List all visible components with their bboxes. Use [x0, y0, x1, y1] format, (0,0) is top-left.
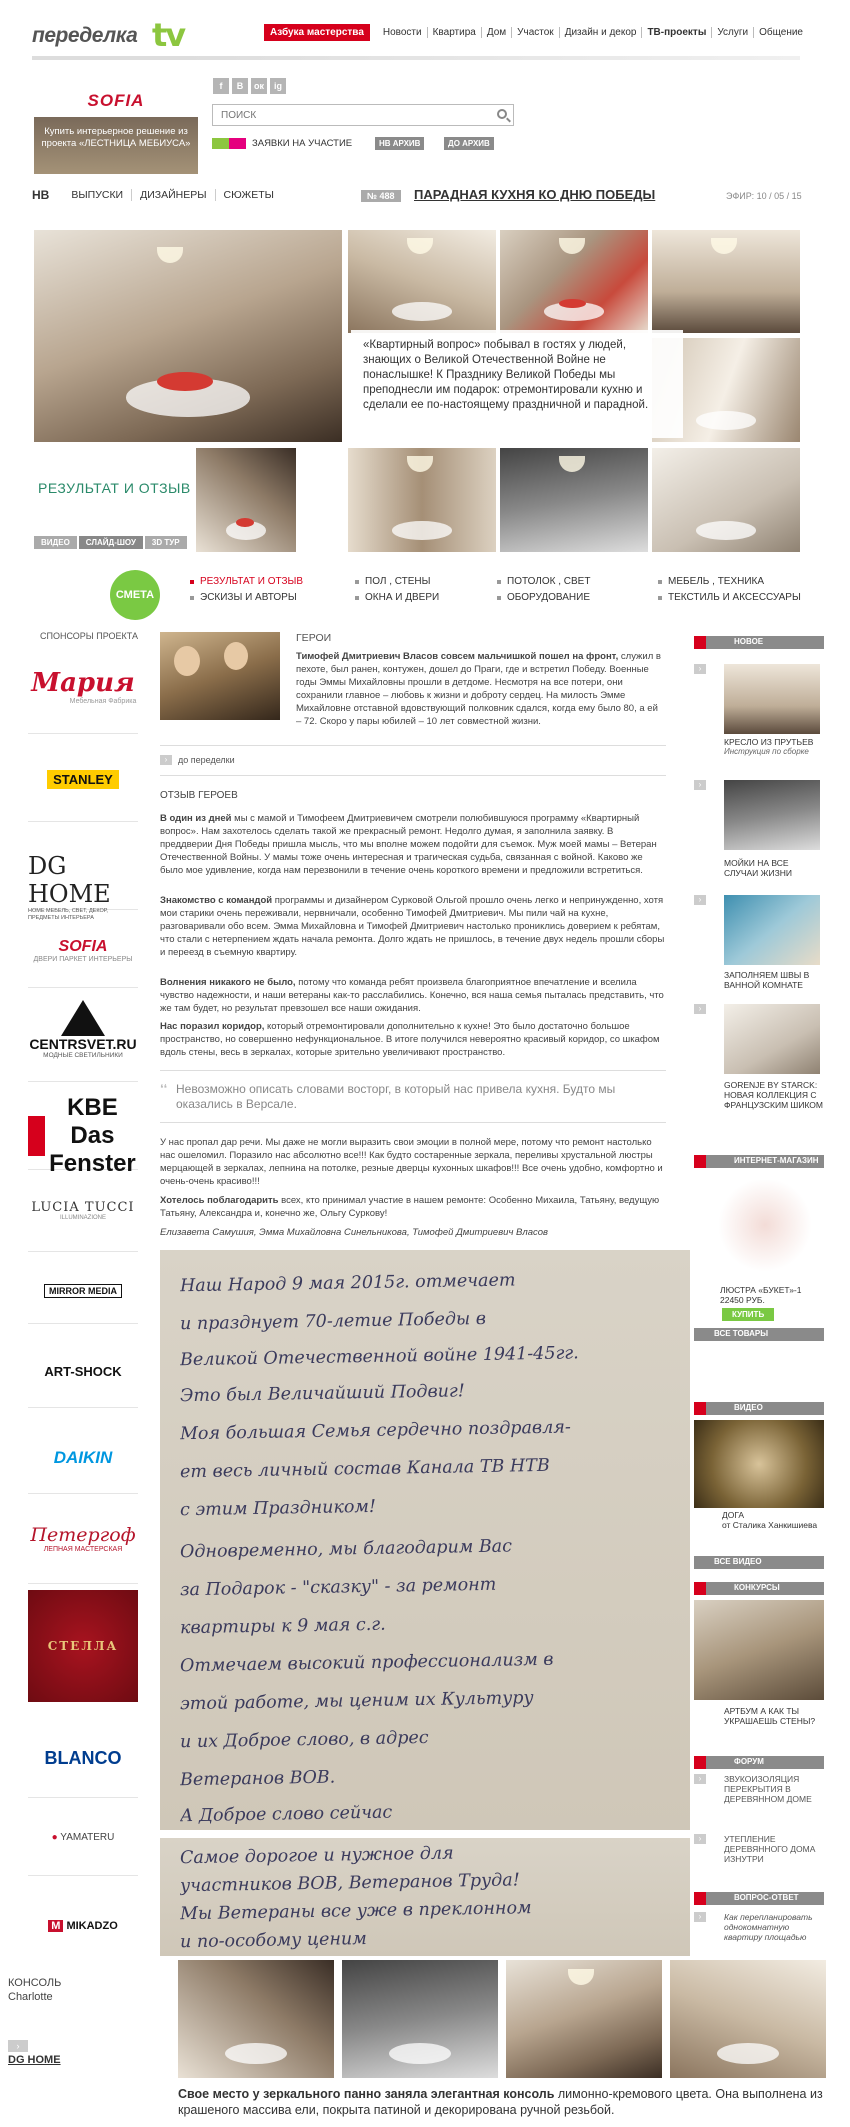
- bullet-icon: [497, 596, 501, 600]
- bullet-icon: [190, 596, 194, 600]
- sub-nav: [32, 188, 282, 202]
- arrow-right-icon[interactable]: ›: [694, 664, 706, 674]
- category-item[interactable]: ОБОРУДОВАНИЕ: [497, 592, 657, 603]
- nav-plot[interactable]: Участок: [511, 27, 559, 38]
- logo-text: переделка: [32, 24, 138, 47]
- product-description: Свое место у зеркального панно заняла элегантная консоль лимонно-кремового цвета. Она выполнена из крашеного массива ели, покрыта патиной и декорирована ручной резьбой.: [178, 2087, 823, 2117]
- review-paragraph: У нас пропал дар речи. Мы даже не могли выразить свои эмоции в полной мере, потому что ремонт настолько нас ошеломил. Поразило нас абсолютно все!!! Как будто состаренные зеркала, переливы хрустальной люстры мерцающей в зеркалах, лепнина на потолке, резные дверцы кухонных шкафов!!! Все очень удобно, комфортно и очень-очень красиво!!!: [160, 1137, 663, 1187]
- gallery-thumb[interactable]: [652, 230, 800, 333]
- do-archive-button[interactable]: ДО АРХИВ: [444, 137, 494, 150]
- forum-section-header: ФОРУМ: [694, 1756, 824, 1769]
- bullet-icon: [355, 596, 359, 600]
- sponsor-stella[interactable]: СТЕЛЛА: [28, 1590, 138, 1706]
- product-photo[interactable]: [670, 1960, 826, 2078]
- nav-tv-projects[interactable]: ТВ-проекты: [641, 27, 711, 38]
- search-icon[interactable]: [497, 109, 507, 119]
- new-item[interactable]: GORENJE BY STARCK: НОВАЯ КОЛЛЕКЦИЯ С ФРАНЦУЗСКИМ ШИКОМ: [724, 1080, 823, 1110]
- qa-section-header: ВОПРОС-ОТВЕТ: [694, 1892, 824, 1905]
- bullet-icon: [355, 580, 359, 584]
- mikadzo-logo-icon: M: [48, 1920, 63, 1932]
- category-item[interactable]: ОКНА И ДВЕРИ: [355, 592, 515, 603]
- kbe-logo-icon: [28, 1116, 45, 1156]
- bullet-icon: [658, 580, 662, 584]
- arrow-right-icon[interactable]: ›: [694, 1834, 706, 1844]
- heroes-title: ГЕРОИ: [296, 632, 332, 644]
- media-tabs: [34, 536, 187, 549]
- divider: [160, 1070, 666, 1071]
- category-item[interactable]: МЕБЕЛЬ , ТЕХНИКА: [658, 576, 818, 587]
- all-video-link[interactable]: ВСЕ ВИДЕО: [694, 1556, 824, 1569]
- category-item[interactable]: ТЕКСТИЛЬ И АКСЕССУАРЫ: [658, 592, 818, 603]
- nav-community[interactable]: Общение: [753, 27, 808, 38]
- video-thumb[interactable]: [694, 1420, 824, 1508]
- qa-item[interactable]: Как перепланировать однокомнатную квартиру площадью: [724, 1912, 813, 1942]
- chandelier-product-image[interactable]: [710, 1180, 820, 1280]
- air-date: ЭФИР: 10 / 05 / 15: [726, 191, 802, 201]
- sponsor-blanco[interactable]: BLANCO: [28, 1718, 138, 1798]
- new-item[interactable]: МОЙКИ НА ВСЕ СЛУЧАИ ЖИЗНИ: [724, 858, 792, 878]
- review-paragraph: В один из дней мы с мамой и Тимофеем Дмитриевичем смотрели полюбившуюся программу «Квартирный вопрос». Нам захотелось сделать такой же прекрасный ремонт. Недолго думая, я заполнила заявку. В преддверии Дня Победы пришла мысль, что мы вполне можем подойти для съемок. Муж моей мамы – Ветеран Отечественной Войны. У мамы тоже очень интересная и трагическая судьба, связанная с войной. Каково же было мое удивление, когда нам перезвонили в течение очень короткого времени и предложили встретиться.: [160, 813, 657, 876]
- category-item[interactable]: ПОТОЛОК , СВЕТ: [497, 576, 657, 587]
- buy-button[interactable]: КУПИТЬ: [722, 1308, 774, 1321]
- subnav-episodes[interactable]: ВЫПУСКИ: [71, 189, 124, 201]
- tab-video[interactable]: ВИДЕО: [34, 536, 77, 549]
- before-link[interactable]: › до переделки: [160, 755, 235, 765]
- gallery-thumb[interactable]: [348, 448, 496, 552]
- gallery-description: «Квартирный вопрос» побывал в гостях у людей, знающих о Великой Отечественной Войне не понаслышке! К Празднику Великой Победы мы преподнесли им подарок: отремонтировали кухню и сделали ее по-настоящему праздничной и парадной.: [363, 339, 649, 411]
- sponsor-lucia-tucci[interactable]: LUCIA TUCCI ILLUMINAZIONE: [28, 1178, 138, 1252]
- subnav-designers[interactable]: ДИЗАЙНЕРЫ: [131, 189, 214, 201]
- new-item[interactable]: ЗАПОЛНЯЕМ ШВЫ В ВАННОЙ КОМНАТЕ: [724, 970, 810, 990]
- nav-house[interactable]: Дом: [481, 27, 511, 38]
- apply-link[interactable]: [212, 138, 352, 149]
- nav-design[interactable]: Дизайн и декор: [559, 27, 642, 38]
- site-logo[interactable]: [32, 16, 232, 52]
- new-item-thumb[interactable]: [724, 1004, 820, 1074]
- page-title[interactable]: ПАРАДНАЯ КУХНЯ КО ДНЮ ПОБЕДЫ: [414, 187, 656, 202]
- heroes-photo[interactable]: [160, 632, 280, 720]
- handwritten-letter-photo[interactable]: Самое дорогое и нужное для участников ВОВ, Ветеранов Труда! Мы Ветераны все уже в преклонном и по-особому ценим: [160, 1838, 690, 1956]
- video-item[interactable]: ДОГА от Сталика Ханкишиева: [722, 1510, 818, 1530]
- sofia-logo: SOFIA: [87, 91, 145, 110]
- new-item-thumb[interactable]: [724, 664, 820, 734]
- bullet-icon: [658, 596, 662, 600]
- category-item[interactable]: ЭСКИЗЫ И АВТОРЫ: [190, 592, 350, 603]
- sponsors-title: СПОНСОРЫ ПРОЕКТА: [40, 631, 138, 641]
- shop-item[interactable]: ЛЮСТРА «БУКЕТ»-1 22450 РУБ.: [720, 1285, 802, 1305]
- sponsor-daikin[interactable]: DAIKIN: [28, 1414, 138, 1494]
- sponsor-stanley[interactable]: STANLEY: [28, 736, 138, 822]
- arrow-right-icon[interactable]: ›: [694, 1004, 706, 1014]
- issue-badge: № 488: [361, 190, 401, 202]
- divider: [160, 1122, 666, 1123]
- lamp-logo-icon: [61, 1000, 105, 1036]
- all-goods-link[interactable]: ВСЕ ТОВАРЫ: [694, 1328, 824, 1341]
- gallery-thumb[interactable]: [500, 448, 648, 552]
- sofia-banner-text: Купить интерьерное решение из проекта «ЛЕСТНИЦА МЕБИУСА»: [41, 126, 191, 149]
- gallery-thumb[interactable]: [348, 230, 496, 333]
- instagram-icon[interactable]: ig: [270, 78, 286, 94]
- odnoklassniki-icon[interactable]: ок: [251, 78, 267, 94]
- sponsor-peterhof[interactable]: Петергоф ЛЕПНАЯ МАСТЕРСКАЯ: [28, 1500, 138, 1584]
- search-box: [212, 104, 514, 126]
- search-input[interactable]: [213, 105, 473, 125]
- sponsor-mariya[interactable]: Мария Мебельная Фабрика: [28, 648, 138, 734]
- facebook-icon[interactable]: f: [213, 78, 229, 94]
- video-section-header: ВИДЕО: [694, 1402, 824, 1415]
- forum-item[interactable]: УТЕПЛЕНИЕ ДЕРЕВЯННОГО ДОМА ИЗНУТРИ: [724, 1834, 816, 1864]
- divider: [160, 745, 666, 746]
- tab-3d-tour[interactable]: 3D ТУР: [145, 536, 187, 549]
- arrow-right-icon[interactable]: ›: [694, 1774, 706, 1784]
- tab-slideshow[interactable]: СЛАЙД-ШОУ: [79, 536, 143, 549]
- bullet-icon: [497, 580, 501, 584]
- review-paragraph: Нас поразил коридор, который отремонтировали дополнительно к кухне! Это было достаточно большое пространство, но совершенно нефункциональное. В итоге получился невероятно красивый коридор, со шкафом вдоль стены, весь в зеркалах, которые зрительно увеличивают пространство.: [160, 1021, 660, 1058]
- gallery-main-photo[interactable]: [34, 230, 342, 442]
- gallery-thumb[interactable]: [196, 448, 296, 552]
- new-item-thumb[interactable]: [724, 780, 820, 850]
- nav-news[interactable]: Новости: [382, 26, 422, 38]
- result-label: РЕЗУЛЬТАТ И ОТЗЫВ: [38, 480, 191, 496]
- handwritten-letter-photo[interactable]: Наш Народ 9 мая 2015г. отмечает и празднует 70-летие Победы в Великой Отечественной войне 1941-45гг. Это был Величайший Подвиг! Моя большая Семья сердечно поздравля- ет весь личный состав Канала ТВ НТВ с этим Праздником! Одновременно, мы благодарим Вас за Подарок - "сказку" - за ремонт квартиры к 9 мая с.г. Отмечаем высокий профессионализм в этой работе, мы ценим их Культуру и их Доброе слово, в адрес Ветеранов ВОВ. А Доброе слово сейчас: [160, 1250, 690, 1830]
- nav-abc-button[interactable]: Азбука мастерства: [264, 24, 370, 41]
- heroes-text: Тимофей Дмитриевич Власов совсем мальчишкой пошел на фронт, служил в пехоте, был ранен, контужен, дошел до Праги, где и встретил Победу. Военные годы Эммы Михайловны прошли в детдоме. Несмотря на все потери, они сохранили главное – любовь к жизни и доброту сердец. На милость Эмме Михайловне отставной вдовствующий полковник сдался, когда ему было 80, а ей – 72. Скоро у пары юбилей – 10 лет совместной жизни.: [296, 651, 661, 727]
- gallery-thumb[interactable]: [652, 448, 800, 552]
- review-signature: Елизавета Самушия, Эмма Михайловна Синельникова, Тимофей Дмитриевич Власов: [160, 1227, 548, 1238]
- review-paragraph: Волнения никакого не было, потому что команда ребят произвела благоприятное впечатление и вселила чувство надежности, и наши ветераны как-то расслабились. Конечно, вся наша семья пыталась представить, что же там будет, но результат превзошел все наши ожидания.: [160, 977, 664, 1014]
- gallery-thumb[interactable]: [500, 230, 648, 333]
- forum-item[interactable]: ЗВУКОИЗОЛЯЦИЯ ПЕРЕКРЫТИЯ В ДЕРЕВЯННОМ ДОМЕ: [724, 1774, 812, 1804]
- apply-marker-icon: [212, 138, 246, 149]
- sponsor-centrsvet[interactable]: CENTRSVET.RU МОДНЫЕ СВЕТИЛЬНИКИ: [28, 992, 138, 1082]
- gallery-description-box: [351, 330, 683, 438]
- product-brand-link[interactable]: DG HOME: [8, 2054, 61, 2066]
- product-photo[interactable]: [178, 1960, 334, 2078]
- product-photo[interactable]: [342, 1960, 498, 2078]
- category-item[interactable]: РЕЗУЛЬТАТ И ОТЗЫВ: [190, 576, 350, 587]
- subnav-stories[interactable]: СЮЖЕТЫ: [215, 189, 282, 201]
- sofia-banner[interactable]: [34, 76, 198, 174]
- contest-item[interactable]: АРТБУМ А КАК ТЫ УКРАШАЕШЬ СТЕНЫ?: [724, 1706, 816, 1726]
- new-item[interactable]: КРЕСЛО ИЗ ПРУТЬЕВ Инструкция по сборке: [724, 737, 814, 756]
- new-section-header: НОВОЕ: [694, 636, 824, 649]
- category-item[interactable]: ПОЛ , СТЕНЫ: [355, 576, 515, 587]
- new-item-thumb[interactable]: [724, 895, 820, 965]
- contest-thumb[interactable]: [694, 1600, 824, 1700]
- divider: [160, 775, 666, 776]
- arrow-right-icon[interactable]: ›: [694, 895, 706, 905]
- product-photo[interactable]: [506, 1960, 662, 2078]
- sponsor-art-shock[interactable]: ART-SHOCK: [28, 1328, 138, 1408]
- arrow-right-icon: ›: [160, 755, 172, 765]
- yamateru-logo-icon: ●: [51, 1832, 58, 1843]
- nv-archive-button[interactable]: НВ АРХИВ: [375, 137, 424, 150]
- nav-apartment[interactable]: Квартира: [427, 27, 481, 38]
- logo-tv: tv: [152, 16, 185, 54]
- social-links: [213, 78, 286, 94]
- review-paragraph: Знакомство с командой программы и дизайнером Сурковой Ольгой прошло очень легко и непринужденно, хотя мои старики очень переживали, нервничали, особенно Тимофей Дмитриевич. Мы пили чай на кухне, разговаривали обо всем. Эмма Михайловна и Тимофей Дмитриевич настолько прониклись доверием к ребятам, что стали с нетерпением ждать начала ремонта. Долго ждать не пришлось, в течение двух недель прошли сборы и переезд в съемную квартиру.: [160, 895, 665, 958]
- arrow-right-icon[interactable]: ›: [694, 1912, 706, 1922]
- estimate-button[interactable]: СМЕТА: [110, 570, 160, 620]
- arrow-right-icon[interactable]: ›: [694, 780, 706, 790]
- vk-icon[interactable]: В: [232, 78, 248, 94]
- sponsor-mirror-media[interactable]: MIRROR MEDIA: [28, 1258, 138, 1324]
- apply-label: ЗАЯВКИ НА УЧАСТИЕ: [252, 138, 353, 149]
- product-caption: КОНСОЛЬ Charlotte: [8, 1977, 62, 2003]
- sponsor-mikadzo[interactable]: M MIKADZO: [28, 1880, 138, 1952]
- arrow-right-icon[interactable]: ›: [8, 2040, 28, 2052]
- review-quote: ❛❛ Невозможно описать словами восторг, в который нас привела кухня. Будто мы оказались в Версале.: [160, 1082, 666, 1112]
- header-divider: [32, 56, 800, 60]
- sponsor-dg-home[interactable]: DG HOME HOME МЕБЕЛЬ, СВЕТ, ДЕКОР, ПРЕДМЕТЫ ИНТЕРЬЕРА: [28, 824, 138, 910]
- bullet-icon: [190, 580, 194, 584]
- sponsor-sofia[interactable]: SOFIA ДВЕРИ ПАРКЕТ ИНТЕРЬЕРЫ: [28, 912, 138, 988]
- shop-section-header: ИНТЕРНЕТ-МАГАЗИН: [694, 1155, 824, 1168]
- contests-section-header: КОНКУРСЫ: [694, 1582, 824, 1595]
- sponsor-yamateru[interactable]: ● YAMATERU: [28, 1804, 138, 1876]
- review-title: ОТЗЫВ ГЕРОЕВ: [160, 790, 238, 801]
- main-nav: [264, 22, 808, 42]
- channel-logo[interactable]: НВ: [32, 188, 50, 202]
- sponsor-kbe[interactable]: KBE Das Fenster: [28, 1088, 138, 1170]
- review-paragraph: Хотелось поблагодарить всех, кто принимал участие в нашем ремонте: Особенно Михаила, Татьяну, ведущую Татьяну, Александра и, конечно же, Ольгу Суркову!: [160, 1195, 660, 1219]
- nav-services[interactable]: Услуги: [711, 27, 753, 38]
